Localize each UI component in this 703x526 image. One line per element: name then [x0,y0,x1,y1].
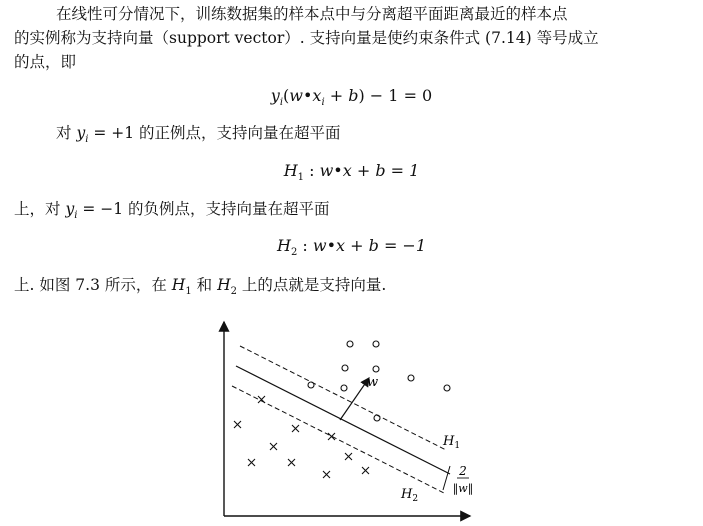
equation-h2 [0,235,703,257]
paragraph-1 [14,2,694,26]
margin-indicator [443,466,450,490]
negative-point [288,459,295,466]
negative-point [270,443,277,450]
para4-sub1: 1 [185,286,192,298]
eqh1-body: w•x + b = 1 [319,161,420,180]
positive-point [373,341,379,347]
eq1-sub-i: i [279,97,284,109]
para4-h2: H [217,276,231,294]
para3-condition: = −1 [77,200,124,218]
w-label: w [367,375,379,390]
eq1-y: y [270,86,280,105]
margin-denominator: ‖w‖ [452,482,474,495]
negative-point [328,433,335,440]
eqh2-colon: : [297,236,313,255]
normal-vector-arrow [340,378,369,420]
paragraph-2 [14,121,694,145]
negative-point [345,453,352,460]
positive-support-vector [374,415,380,421]
h1-margin-line [240,346,446,450]
para2-suffix: 的正例点，支持向量在超平面 [134,124,341,142]
eq1-open-paren: ( [283,86,290,105]
eq1-close-paren: ) [358,86,365,105]
negative-point [323,471,330,478]
positive-point [342,365,348,371]
positive-point [373,366,379,372]
eq1-x-sub-i: i [321,97,325,109]
eqh1-h: H [283,161,298,180]
para2-condition: = +1 [88,124,135,142]
svm-margin-figure [214,316,476,522]
paragraph-4 [14,273,694,297]
para3-y: y [65,200,75,218]
eq1-dot: • [302,86,313,105]
para3-suffix: 的负例点，支持向量在超平面 [123,200,330,218]
para4-part-a: 上. 如图 7.3 所示，在 [14,276,172,294]
eqh1-colon: : [304,161,320,180]
equation-support-vector [0,85,703,107]
eq1-x: x [312,86,322,105]
h1-label: $H_1$ [443,434,461,451]
para2-prefix: 对 [56,124,77,142]
paragraph-1-line-2: 的实例称为支持向量（support vector）. 支持向量是使约束条件式 (7.14) 等号成立 [14,29,599,47]
paragraph-3 [14,197,694,221]
eq1-plus-b: + b [329,86,359,105]
paragraph-1-line-3: 的点，即 [14,53,77,71]
positive-point [408,375,414,381]
positive-point [444,385,450,391]
h2-label: $H_2$ [401,487,419,504]
equation-h1 [0,160,703,182]
eqh2-h: H [276,236,291,255]
para2-sub-i: i [85,134,89,146]
para4-sub2: 2 [230,286,237,298]
eqh1-sub: 1 [297,172,305,184]
eq1-w: w [289,86,303,105]
eq1-rest: − 1 = 0 [364,86,433,105]
paragraph-1-cont [14,26,694,50]
negative-point [234,421,241,428]
negative-point [258,396,265,403]
para3-prefix: 上，对 [14,200,66,218]
positive-point [308,382,314,388]
positive-points [308,341,450,421]
para4-part-b: 和 [191,276,218,294]
separating-hyperplane [236,366,450,474]
positive-point [341,385,347,391]
para4-h1: H [171,276,186,294]
paragraph-1-end [14,50,694,74]
negative-point [248,459,255,466]
para4-part-c: 上的点就是支持向量. [236,276,387,294]
eqh2-body: w•x + b = −1 [312,236,427,255]
negative-point [292,425,299,432]
margin-numerator: 2 [459,464,467,478]
paragraph-1-line-1: 在线性可分情况下，训练数据集的样本点中与分离超平面距离最近的样本点 [56,5,568,23]
para2-y: y [76,124,86,142]
para3-sub-i: i [74,210,78,222]
eqh2-sub: 2 [290,247,298,259]
negative-point [362,467,369,474]
positive-point [347,341,353,347]
